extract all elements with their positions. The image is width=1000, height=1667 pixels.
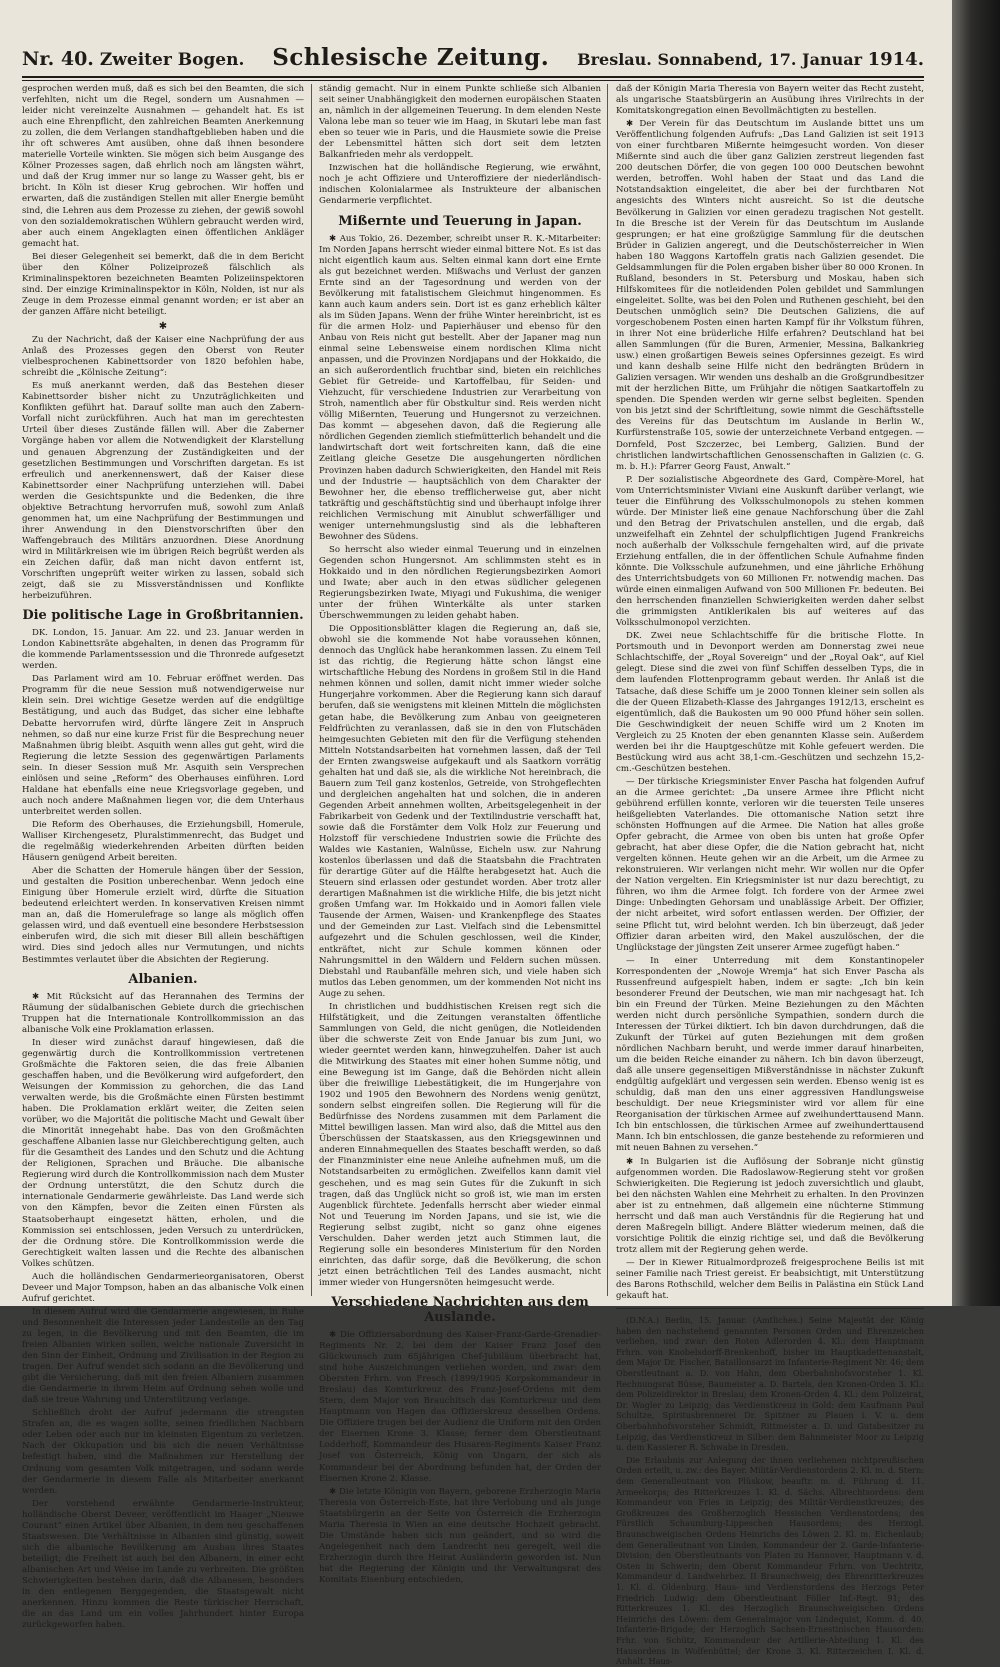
paragraph: — Der in Kiewer Ritualmordprozeß freigesprochene Beilis ist mit seiner Familie nach Triest gereist. Er beabsichtigt, mit Unterstützung des Barons Rothschild, welcher dem Beilis in Palästina ein Stück Land gekauft hat. <box>616 1257 924 1302</box>
paragraph: Die Oppositionsblätter klagen die Regierung an, daß sie, obwohl sie die kommende Not habe voraussehen können, dennoch das Unglück habe herankommen lassen. Zu einem Teil ist das richtig, die Regierung hätte schon längst eine wirtschaftliche Hebung des Nordens in großem Stil in die Hand nehmen können und sollen, damit nicht immer wieder solche Hungerjahre vorkommen. Aber die Regierung kann sich darauf berufen, daß sie wenigstens mit kleinen Mitteln die möglichsten getan habe, die Bevölkerung zum Anbau von geeigneteren Feldfrüchten zu veranlassen, daß sie in den von Flutschäden heimgesuchten Gebieten mit den für die Verfügung stehenden Mitteln Notstandsarbeiten hat vornehmen lassen, daß der Teil der Ernten zwangsweise aufgekauft und als Saatkorn vorrätig gehalten hat und daß sie, als die wirkliche Not hereinbrach, die Bauern zum Teil ganz kostenlos, Getreide, von Strohgeflechten und dergleichen angehalten hat und solchen, die in anderen Gegenden Arbeit annehmen wollten, Arbeitsgelegenheit in der Fabrikarbeit von Gedenk und der Textilindustrie verschafft hat, sowie daß die Forstämter dem Volk Holz zur Feuerung und Holzstoff für verschiedene Industrien sowie die Früchte des Waldes wie Kastanien, Walnüsse, Eicheln usw. zur Nahrung kostenlos überlassen und daß die Staatsbahn die Frachtraten für derartige Güter auf die Hälfte herabgesetzt hat. Auch die Steuern sind erlassen oder gestundet worden. Aber trotz aller derartigen Maßnahmen ist die wirkliche Hilfe, die bis jetzt nicht großen Umfang war. Im Hokkaido und in Aomori fallen viele Tausende der Armen, Waisen- und Krankenpflege des Staates und der Gemeinden zur Last. Vielfach sind die Lebensmittel aufgezehrt und die Schulen geschlossen, weil die Kinder, entkräftet, nicht zur Schule kommen können oder Nahrungsmittel in den Wäldern und Feldern suchen müssen. Diebstahl und Raubanfälle mehren sich, und viele haben sich mutlos das Leben genommen, um der kommenden Not nicht ins Auge zu sehen. <box>319 624 601 999</box>
separator-star: ✱ <box>158 320 168 332</box>
date: Sonnabend, 17. Januar <box>657 50 863 69</box>
issue-number: Nr. 40. <box>22 48 94 70</box>
paragraph: ✱ Mit Rücksicht auf das Herannahen des Termins der Räumung der südalbanischen Gebiete durch die griechischen Truppen hat die Internationale Kontrollkommission an das albanische Volk eine Proklamation erlassen. <box>22 991 304 1035</box>
masthead-rule-thin <box>22 80 924 81</box>
paragraph: ✱ Die Offiziersabordnung des Kaiser-Franz-Garde-Grenadier-Regiments Nr. 2, bei dem der Kaiser Franz Josef den Glückwunsch zum 65jährigen Chef-Jubiläum überbracht hat, sind hohe Auszeichnungen verliehen worden, und zwar: dem Obersten Frhrn. von Fresch (1899/1905 Korpskommandeur in Breslau) das Komturkreuz des Franz-Josef-Ordens mit dem Stern, dem Major von Brauchitsch das Komturkreuz und dem Hauptmann von Hagen das Offizierskreuz desselben Ordens. Die Offiziere trugen bei der Audienz die Uniform mit den Orden der Eisernen Krone 3. Klasse; ferner dem Oberstleutnant Lodderhoff, Kommandeur des Husaren-Regiments Kaiser Franz Josef von Österreich, König von Ungarn, der sich als Kommandeur bei der Abordnung befunden hat, der Orden der Eisernen Krone 2. Klasse. <box>319 1329 601 1484</box>
paragraph: Inzwischen hat die holländische Regierung, wie erwähnt, noch je acht Offiziere und Unteroffiziere der niederländisch-indischen Kolonialarmee als Instrukteure der albanischen Gendarmerie verpflichtet. <box>319 163 601 207</box>
paragraph: Es muß anerkannt werden, daß das Bestehen dieser Kabinettsorder bisher nicht zu Unzuträglichkeiten und Konflikten geführt hat. Darauf sollte man auch den Zabern-Vorfall nicht zurückführen. Auch hat man im gerechtesten Urteil über dieses Zustände fällen will. Aber die Zaberner Vorgänge haben vor allem die Notwendigkeit der Klarstellung und genauen Abgrenzung der Zuständigkeiten und der gesetzlichen Bestimmungen und Vorschriften dargetan. Es ist erfreulich und anerkennenswert, daß der Kaiser diese Kabinettsorder einer Nachprüfung unterziehen will. Dabei werden die Gesichtspunkte und die Bedenken, die ihre objektive Betrachtung hervorrufen muß, sowohl zum Anlaß genommen hat, um eine Nachprüfung der Bestimmungen und ihrer Anwendung in den Dienstvorschriften über den Waffengebrauch des Militärs anzuordnen. Diese Anordnung wird in Militärkreisen wie im übrigen Reich begrüßt werden als ein Zeichen dafür, daß man nicht davon entfernt ist, Vorschriften ungeprüft weiter wirken zu lassen, sobald sich zeigt, daß sie zu Missverständnissen und Konflikte herbeizuführen. <box>22 381 304 602</box>
place: Breslau. <box>577 50 652 69</box>
paragraph: gesprochen werden muß, daß es sich bei den Beamten, die sich verfehlten, nicht um die Regel, sondern um Ausnahmen — leider nicht vereinzelte Ausnahmen — gehandelt hat. Es ist auch eine Ehrenpflicht, den zahlreichen Beamten Anerkennung zu zollen, die dem Verlangen standhaftgeblieben haben und die ihr oft schweres Amt ausüben, ohne daß ihnen besondere materielle Vorteile winkten. Sie mögen sich beim Ausgange des Kölner Prozesses sagen, daß ehrlich noch am längsten währt, und daß der Krug immer nur so lange zu Wasser geht, bis er bricht. In Köln ist dieser Krug gebrochen. Wir hoffen und erwarten, daß die zuständigen Stellen mit aller Energie bemüht sind, die Lehren aus dem Prozesse zu ziehen, der gewiß sowohl von den sozialdemokratischen Wühlern gebraucht werden wird, aber auch einem Angeklagten einen öffentlichen Ankläger gemacht hat. <box>22 84 304 249</box>
paragraph: ✱ Der Verein für das Deutschtum im Auslande bittet uns um Veröffentlichung folgenden Aufrufs: „Das Land Galizien ist seit 1913 von einer furchtbaren Mißernte heimgesucht worden. Von dieser Mißernte sind auch die über ganz Galizien zerstreut liegenden fast 200 deutschen Dörfer, die von gegen 100 000 Deutschen bewohnt werden, betroffen. Wohl haben der Staat und das Land die Notstandsaktion eingeleitet, die aber bei der furchtbaren Not angesichts des Winters nicht ausreicht. So ist die deutsche Bevölkerung in Galizien vor einen geradezu tragischen Not gestellt. In die Bresche ist der Verein für das Deutschtum im Auslande gesprungen; er hat eine großzügige Sammlung für die deutschen Brüder in Galizien angeregt, und die Deutschösterreicher in Wien haben 180 Waggons Kartoffeln gratis nach Galizien gesendet. Die Geldsammlungen für die Polen ergaben bisher über 80 000 Kronen. In Rußland, besonders in St. Petersburg und Moskau, haben sich Hilfskomitees für die notleidenden Polen gebildet und Sammlungen eingeleitet. Sollte, was bei den Polen und Ruthenen geschieht, bei den Deutschen unmöglich sein? Die Deutschen Galiziens, die auf vorgeschobenem Posten einen harten Kampf für ihr Volkstum führen, in ihrer Not eine brüderliche Hilfe erfahren? Deutschland hat bei allen Sammlungen (für die Buren, Armenier, Messina, Balkankrieg usw.) einen großartigen Beweis seines Opfersinnes gezeigt. Es wird und kann deshalb seine Hilfe nicht den bedrängten Brüdern in Galizien versagen. Wir wenden uns deshalb an die Großgrundbesitzer mit der herzlichen Bitte, um Frühjahr die nötigen Saatkartoffeln zu spenden. Die Spenden werden wir gerne selbst begleiten. Spenden von bis jetzt sind der Schriftleitung, sowie nimmt die Geschäftsstelle des Vereins für das Deutschtum im Auslande in Berlin W., Kurfürstenstraße 105, sowie der unterzeichnete Verband entgegen. — Dornfeld, Post Szczerzec, bei Lemberg, Galizien. Bund der christlichen landwirtschaftlichen Genossenschaften in Galizien (c. G. m. b. H.): Pfarrer Georg Faust, Anwalt.“ <box>616 119 924 472</box>
date-line <box>577 49 924 70</box>
paragraph: Auch die holländischen Gendarmerieorganisatoren, Oberst Deveer und Major Tompson, haben an das albanische Volk einen Aufruf gerichtet. <box>22 1271 304 1304</box>
paragraph: In christlichen und buddhistischen Kreisen regt sich die Hilfstätigkeit, und die Zeitungen veranstalten öffentliche Sammlungen von Geld, die nicht genügen, die Notleidenden über die schwerste Zeit von Ende Januar bis zum Juni, wo wieder geerntet werden kann, hinwegzuhelfen. Daher ist auch die Mitwirkung des Staates mit einer hohen Summe nötig, und eine Bewegung ist im Gange, daß die Behörden nicht allein über die freiwillige Liebestätigkeit, die im Hungerjahre von 1902 und 1905 den Bewohnern des Nordens wenig genützt, sondern selbst eingreifen sollen. Die Regierung will für die Bedürfnisse des Nordens zusammen mit dem Parlament die Mittel bewilligen lassen. Man wird also, daß die Mittel aus den Überschüssen der Staatskassen, aus den Kriegsgewinnen und anderen Einnahmequellen des Staates beschafft werden, so daß der Finanzminister eine neue Anleihe aufnehmen muß, um die Notstandsarbeiten zu ermöglichen. Zweifellos kann damit viel geschehen, und es mag sein Gutes für die Zukunft in sich tragen, daß das Unglück nicht so groß ist, wie man im ersten Augenblick fürchtete. Jedenfalls herrscht aber wieder einmal Not und Teuerung im Norden Japans, und sie ist, wie die Regierung selbst zugibt, nicht so ganz ohne eigenes Verschulden. Daher werden jetzt auch Stimmen laut, die Regierung solle ein besonderes Ministerium für den Norden einrichten, das dafür sorge, daß die Bevölkerung, die schon jetzt einen beträchtlichen Teil des Landes ausmacht, nicht immer wieder von Hungersnöten heimgesucht werde. <box>319 1001 601 1288</box>
paragraph: ✱ Die letzte Königin von Bayern, geborene Erzherzogin Maria Theresia von Österreich-Este, hat ihre Verlobung und als junge Staatsbürgerin an der Seite von Österreich die Erzherzogin Maria Theresia in Wien an eine deutsche Hochzeit gebracht. Die Umstände haben sich nun geändert, und so wird die Angelegenheit nach dem Landrecht neu geregelt, weil die Erzherzogin durch ihre Heirat Ausländerin geworden ist. Nun hat die Regierung der Königin und ihr Verwaltungsrat des Komitats Eisenburg entschieden, <box>319 1486 601 1585</box>
paragraph: Schließlich droht der Aufruf jedermann die strengsten Strafen an, die es wagen sollte, seinen friedlichen Nachbarn oder Leben oder auch nur im kleinsten Eigentum zu verletzen. Nach der Okkupation und bis sich die neuen Verhältnisse befestigt haben, sind die Maßnahmen zur Herstellung der Ordnung vom gesamten Volk mitgetragen, und sodann werde der Gendarmerie in diesem Falle als Mitarbeiter anerkannt werden. <box>22 1408 304 1496</box>
paragraph: (D.N.A.) Berlin, 15. Januar. (Amtliches.) Seine Majestät der König haben den nachstehend genannten Personen Orden und Ehrenzeichen verliehen, und zwar: den Roten Adlerorden 4. Kl.: dem Hauptmann Frhrn. von Knobelsdorff-Brenkenhoff, bisher im Hauptkadettenanstalt, dem Major Dr. Fischer, Bataillonsarzt im Infanterie-Regiment Nr. 46; dem Oberstleutnant a. D. von Hahn, dem Oberbahnhofsvorsteher 1. Kl. Rechnungsrat Büsse, Baumeister a. D. Bartels, den Kronen-Orden 3. Kl.: dem Polizeidirektor in Breslau; dem Kronen-Orden 4. Kl.: dem Polizeirat, Dr. Wagler zu Leipzig; das Verdienstkreuz in Gold: dem Kaufmann Paul Schultze, Spiritusbrennerei Dr. Spitzner zu Plauen i. V. u. dem Oberbahnhofsvorsteher Schmidt, Rittmeister a. D. und Gutsbesitzer zu Leipzig, das Verdienstkreuz in Silber: dem Bahnmeister Moor zu Leipzig u. dem Kassierer R. Schwabe in Dresden. <box>616 1315 924 1453</box>
section-rule <box>616 1308 924 1309</box>
issue-info <box>22 48 244 70</box>
paragraph: DK. Zwei neue Schlachtschiffe für die britische Flotte. In Portsmouth und in Devonport werden am Donnerstag zwei neue Schlachtschiffe, der „Royal Sovereign“ und der „Royal Oak“, auf Kiel gelegt. Diese sind die zwei von fünf Schiffen desselben Typs, die in dem laufenden Flottenprogramm gebaut werden. Ihr Anlaß ist die Tatsache, daß diese Schiffe um je 2000 Tonnen kleiner sein sollen als die der Queen Elizabeth-Klasse des Jahrganges 1912/13, erscheint es eigentümlich, daß die Baukosten um 90 000 Pfund höher sein sollen. Die Geschwindigkeit der neuen Schiffe wird um 2 Knoten im Vergleich zu 25 Knoten der eben genannten Klasse sein. Außerdem werden bei ihr die Hauptgeschütze mit Kohle gefeuert werden. Die Bestückung wird aus acht 38,1-cm.-Geschützen und sechzehn 15,2-cm.-Geschützen bestehen. <box>616 631 924 774</box>
paragraph: — Der türkische Kriegsminister Enver Pascha hat folgenden Aufruf an die Armee gerichtet: „Da unsere Armee ihre Pflicht nicht gebührend erfüllen konnte, verloren wir die teuersten Teile unseres heißgeliebten Vaterlandes. Die ottomanische Nation setzt ihre schönsten Hoffnungen auf die Armee. Die Nation hat alles große Opfer gebracht, die Armee von oben bis unten hat große Opfer gebracht, hat aber diese Opfer, die die Nation gebracht hat, nicht vergelten können. Heute gehen wir an die Arbeit, um die Armee zu rekonstruieren. Wir verlangen nicht mehr. Wir wollen nur die Opfer der Nation vergelten. Ein Kriegsminister ist nur dazu berechtigt, zu führen, wo ihm die Armee folgt. Ich fordere von der Armee zwei Dinge: Unbedingten Gehorsam und unablässige Arbeit. Der Offizier, der nicht arbeitet, wird sofort entlassen werden. Der Offizier, der seine Pflicht tut, wird belohnt werden. Ich bin überzeugt, daß jeder Offizier daran arbeiten wird, den Makel auszulöschen, der die Unglückstage der jüngsten Zeit unserer Armee zugefügt haben.“ <box>616 776 924 953</box>
edition-label: Zweiter Bogen. <box>99 50 245 70</box>
paragraph: P. Der sozialistische Abgeordnete des Gard, Compère-Morel, hat vom Unterrichtsminister Viviani eine Auskunft darüber verlangt, wie teuer die Einführung des Volksschulmonopols zu stehen kommen würde. Der Minister ließ eine genaue Nachforschung über die Zahl und den Betrag der Privatschulen anstellen, und die ergab, daß unzweifelhaft ein Zehntel der schulpflichtigen Jugend Frankreichs noch außerhalb der Volksschule ferngehalten wird, auf die private Erziehung entfallen, die in der öffentlichen Schule Aufnahme finden könnte. Die Volksschule aufzunehmen, und eine jährliche Erhöhung des Unterrichtsbudgets von 60 Millionen Fr. notwendig machen. Das würde einen einmaligen Aufwand von 500 Millionen Fr. bedeuten. Bei den herrschenden finanziellen Schwierigkeiten werden daher selbst die grimmigsten Antiklerikalen bis auf weiteres auf das Volksschulmonopol verzichten. <box>616 474 924 629</box>
newspaper-title: Schlesische Zeitung. <box>272 44 550 71</box>
masthead <box>22 44 924 74</box>
article-heading-albania: Albanien. <box>128 971 198 987</box>
paragraph: In dieser wird zunächst darauf hingewiesen, daß die gegenwärtig durch die Kontrollkommission vertretenen Großmächte die Faktoren seien, die das freie Albanien geschaffen haben, und die Bevölkerung wird aufgefordert, den Weisungen der Kommission zu gehorchen, die das Land verwalten werde, bis die Großmächte einen Fürsten bestimmt haben. Die Proklamation erklärt weiter, die Zeiten seien vorüber, wo die Majorität die politische Macht und Gewalt über die Minorität innegehabt habe. Das von den Großmächten geschaffene Albanien lasse nur Gleichberechtigung gelten, auch für die Gesamtheit des Landes und den Schutz und die Achtung der Religionen, Sprachen und Bräuche. Die albanische Regierung wird durch die Kontrollkommission nach dem Muster der Ordnung unterstützt, die den Schutz durch die internationale Gendarmerie gewährleiste. Das Land werde sich von den Kämpfen, bevor die Zeiten einen Fürsten als Staatsoberhaupt eingesetzt hätten, erholen, und die Kommission sei entschlossen, jeden Versuch zu unterdrücken, der die Ordnung störe. Die Kontrollkommission werde die Gerechtigkeit walten lassen und die Rechte des albanischen Volkes schützen. <box>22 1037 304 1269</box>
article-heading-japan: Mißernte und Teuerung in Japan. <box>338 213 582 229</box>
paragraph: Bei dieser Gelegenheit sei bemerkt, daß die in dem Bericht über den Kölner Polizeiprozeß fälschlich als Kriminalinspektoren bezeichneten Beamten Polizeiinspektoren sind. Der einzige Kriminalinspektor in Köln, Nolden, ist nur als Zeuge in dem Prozesse einmal genannt worden; er ist aber an der ganzen Affäre nicht beteiligt. <box>22 251 304 317</box>
column-rule <box>607 84 608 1296</box>
paragraph: DK. London, 15. Januar. Am 22. und 23. Januar werden in London Kabinettsräte abgehalten, in denen das Programm für die kommende Parlamentssession und die Thronrede aufgesetzt werden. <box>22 628 304 672</box>
paragraph: In diesem Aufruf wird die Gendarmerie angewiesen, in Ruhe und Besonnenheit die Interessen jeder Landesteile an den Tag zu legen, in die Bevölkerung und mit den Beamten, die im freien Albanien wirken sollen, welche nationale Zuversicht in den Sinn der Einheit, Ordnung und Zivilisation in der Region zu tragen. Der Aufruf wendet sich sodann an die Bevölkerung und gibt die Versicherung, daß mit den freien Albaniern zusammen die Gendarmerie in ihrem Heim auf Ordnung sehen wolle und daß sie treue Wahrung und Unterstützung verlange. <box>22 1306 304 1406</box>
column-1 <box>22 84 304 1631</box>
paragraph: daß der Königin Maria Theresia von Bayern weiter das Recht zusteht, als ungarische Staatsbürgerin an Ausübung ihres Virilrechts in der Komitatskongregation einen Bevollmächtigten zu bestellen. <box>616 84 924 117</box>
paragraph: ständig gemacht. Nur in einem Punkte schließe sich Albanien seit seiner Unabhängigkeit den modernen europäischen Staaten an, nämlich in der allgemeinen Teuerung. In dem elenden Neste Valona lebe man so teuer wie im Haag, in Skutari lebe man fast eben so teuer wie in Paris, und die Hausmiete sowie die Preise der Lebensmittel hätten sich dort seit dem letzten Balkanfrieden mehr als verdoppelt. <box>319 84 601 161</box>
paragraph: ✱ In Bulgarien ist die Auflösung der Sobranje nicht günstig aufgenommen worden. Die Radoslawow-Regierung steht vor großen Schwierigkeiten. Die Regierung ist jedoch zuversichtlich und glaubt, bei den nächsten Wahlen eine Mehrheit zu erhalten. In den Provinzen aber ist zu entnehmen, daß allgemein eine nüchterne Stimmung herrscht und daß man auch Verständnis für die Regierung hat und deren Maßregeln billigt. Andere Blätter wiederum meinen, daß die vorsichtige Politik die einzig richtige sei, und daß die Bevölkerung trotz allem mit der Regierung gehen werde. <box>616 1156 924 1255</box>
paragraph: Das Parlament wird am 10. Februar eröffnet werden. Das Programm für die neue Session muß notwendigerweise nur klein sein. Drei wichtige Gesetze werden auf die endgültige Bestätigung, und auch das Budget, das sicher eine lebhafte Debatte hervorrufen wird, dürfte längere Zeit in Anspruch nehmen, so daß nur eine kurze Frist für die Besprechung neuer Maßnahmen übrig bleibt. Asquith wenn alles gut geht, wird die Regierung die letzte Session des gegenwärtigen Parlaments sein. In dieser Session muß Mr. Asquith sein Versprechen einlösen und seine „Reform“ des Oberhauses einführen. Lord Haldane hat ebenfalls eine neue Kriegsvorlage gegeben, und auch noch andere Maßnahmen liegen vor, die dem Unterhaus unterbreitet werden sollen. <box>22 674 304 817</box>
article-heading-britain: Die politische Lage in Großbritannien. <box>22 608 304 624</box>
paragraph: Die Erlaubnis zur Anlegung der ihnen verliehenen nichtpreußischen Orden erteilt, u. zw.: des Bayer. Militär-Verdienstordens 2. Kl. m. d. Stern: dem Generalleutnant von Plüskow, beauftr. m. d. Führung d. 11. Armeekorps; des Ritterkreuzes 1. Kl. d. Sächs. Albrechtsordens: dem Kommandeur von Fries in Leipzig; des Militär-Verdienstkreuzes; des Großkreuzes des Großherzoglich Hessischen Verdienstordens; des Fürstlich Schaumburg-Lippeschen Hausordens; des Herzogl. Braunschweigischen Ordens Heinrichs des Löwen 2. Kl. m. Eichenlaub; dem Generalleutnant von Linden, Kommandeur der 2. Garde-Infanterie-Division; den Oberstleutnants von Platen zu Hannover, Hauptmann v. d. Osten in Schwerin; dem Oberst Kommandeur Frhrn. von Uechtritz, Kommandeur d. Landwehrbez. II Braunschweig; des Ehrenritterkreuzes 1. Kl. d. Oldenburg. Haus- und Verdienstordens des Herzogs Peter Friedrich Ludwig: dem Oberstleutnant Föller Inf.-Regt. 91; des Ritterkreuzes 1. Kl. des Herzoglich Braunschweigischen Ordens Heinrichs des Löwen: dem Generalmajor von Lindequist, Komm. d. 40. Infanterie-Brigade; der Herzoglich Sachsen-Ernestinischen Hausorden: Frhr. von Schütz, Kommandeur der Artillerie-Abteilung 1. Kl. des Hausordens in Wolfenbüttel; der Krone 3. Kl. Ritterzeichen I. Kl. d. Anhalt. Haus- <box>616 1454 924 1667</box>
paragraph: Der vorstehend erwähnte Gendarmerie-Instrukteur, holländische Oberst Deveer, veröffentlicht im Haager „Nieuwe Courant“ einen Artikel über Albanien, in dem neu geschaffenen Staatswesen. Die Verhältnisse in Albanien sind günstig, soweit sich die albanische Bevölkerung am Ausbau ihres Staates beteiligt; die Freiheit ist auch bei den Albanern, in einer echt albanischen Art und Weise im Lande zu verbreiten. Die größten Schwierigkeiten bestehen darin, daß die Albanesen, besonders in den entlegenen Berggegenden, die Staatsgewalt nicht anerkennen. Hinzu kommen die Reste türkischer Herrschaft, die an das Land um ein volles Jahrhundert hinter Europa zurückgeworfen haben. <box>22 1498 304 1631</box>
masthead-rule <box>22 76 924 78</box>
column-rule <box>311 84 312 1296</box>
year: 1914. <box>867 49 924 70</box>
paragraph: Zu der Nachricht, daß der Kaiser eine Nachprüfung der aus Anlaß des Prozesses gegen den Oberst von Reuter vielbesprochenen Kabinettsorder von 1820 befohlen habe, schreibt die „Kölnische Zeitung“: <box>22 335 304 379</box>
book-binding-edge <box>952 0 1000 1306</box>
column-2 <box>319 84 601 1585</box>
article-heading-foreign-news: Verschiedene Nachrichten aus dem Auslande. <box>331 1294 589 1325</box>
paragraph: ✱ Aus Tokio, 26. Dezember, schreibt unser R. K.-Mitarbeiter: Im Norden Japans herrscht wieder einmal bittere Not. Es ist das nicht eigentlich kaum aus. Selten einmal kann dort eine Ernte als gut bezeichnet werden. Mißwachs und Verlust der ganzen Ernte sind an der Tagesordnung und werden von der Bevölkerung mit fatalistischem Gleichmut hingenommen. Es kann auch kaum anders sein. Dort ist es ganz erheblich kälter als im Süden Japans. Wenn der frühe Winter hereinbricht, ist es für die armen Holz- und Papierhäuser und ebenso für den Anbau von Reis nicht gut bestellt. Aber der Japaner mag nun einmal seine Lebensweise einem nordischen Klima nicht anpassen, und die Provinzen Nordjapans und der Hokkaido, die an sich außerordentlich fruchtbar sind, bieten ein reichliches Gebiet für Getreide- und Kartoffelbau, für Seiden- und Viehzucht, für verschiedene Industrien zur Verarbeitung von Stroh, namentlich aber für Obstkultur sind. Reis werden nicht völlig Mißernten, Teuerung und Hungersnot zu verzeichnen. Das kommt — abgesehen davon, daß die Regierung alle nördlichen Gegenden ziemlich stiefmütterlich behandelt und die landwirtschaft dort weit fortschreiten kann, daß die eine Zeitlang gleiche Gesetze Die ausgehungerten nördlichen Provinzen haben dadurch Schwierigkeiten, den Handel mit Reis und der Industrie — hauptsächlich von dem Charakter der Bewohner her, die ebenso trefflicherweise gut, aber nicht tatkräftig und geschäftstüchtig sind und überhaupt infolge ihrer reichlichen Vermischung mit Ainublut schwerfälliger und weniger unternehmungslustig sind als die lebhafteren Bewohner des Südens. <box>319 233 601 542</box>
paragraph: — In einer Unterredung mit dem Konstantinopeler Korrespondenten der „Nowoje Wremja“ hat sich Enver Pascha als Russenfreund aufgespielt haben, indem er sagte: „Ich bin kein besonderer Freund der Deutschen, wie man mir nachgesagt hat. Ich bin ein Freund der Türken. Meine Beziehungen zu den Mächten werden nicht durch persönliche Sympathien, sondern durch die Interessen der Türkei diktiert. Ich bin davon durchdrungen, daß die Zukunft der Türkei auf guten Beziehungen mit dem großen nördlichen Nachbarn beruht, und werde immer darauf hinarbeiten, um die beiden Reiche einander zu nähern. Ich bin davon überzeugt, daß alle unsere gegenseitigen Mißverständnisse in nächster Zukunft endgültig aufgeklärt und vergessen sein werden. Ebenso wenig ist es schuldig, daß man den uns einer aggressiven Handlungsweise beschuldigt. Der neue Kriegsminister wird vor allem für eine Reorganisation der türkischen Armee auf zweihunderttausend Mann. Ich bin entschlossen, die türkischen Armee auf zweihunderttausend Mann. Ich bin entschlossen, die ganze bestehende zu reformieren und mit neuen Bahnen zu versehen.“ <box>616 955 924 1154</box>
paragraph: Die Reform des Oberhauses, die Erziehungsbill, Homerule, Walliser Kirchengesetz, Pluralstimmenrecht, das Budget und die regelmäßig wiederkehrenden Arbeiten dürften beiden Häusern genügend Arbeit bereiten. <box>22 819 304 864</box>
column-3 <box>616 84 924 1667</box>
paragraph: So herrscht also wieder einmal Teuerung und in einzelnen Gegenden schon Hungersnot. Am schlimmsten steht es in Hokkaido und in den nördlichen Regierungsbezirken Aomori und Iwate; aber auch in den etwas südlicher gelegenen Regierungsbezirken Iwate, Miyagi und Fukushima, die weniger unter der frühen Winterkälte als unter starken Überschwemmungen zu leiden gehabt haben. <box>319 544 601 622</box>
paragraph: Aber die Schatten der Homerule hängen über der Session, und gestalten die Position unberechenbar. Wenn jedoch eine Einigung über Homerule erzielt wird, dürfte die Situation bedeutend erleichtert werden. In konservativen Kreisen nimmt man an, daß die Homerulefrage so lange als möglich offen gelassen wird, und daß eventuell eine besondere Herbstsession einberufen wird, die sich mit dieser Bill allein beschäftigen wird. Dies sind jedoch alles nur Vermutungen, und nichts Bestimmtes verlautet über die Absichten der Regierung. <box>22 866 304 965</box>
